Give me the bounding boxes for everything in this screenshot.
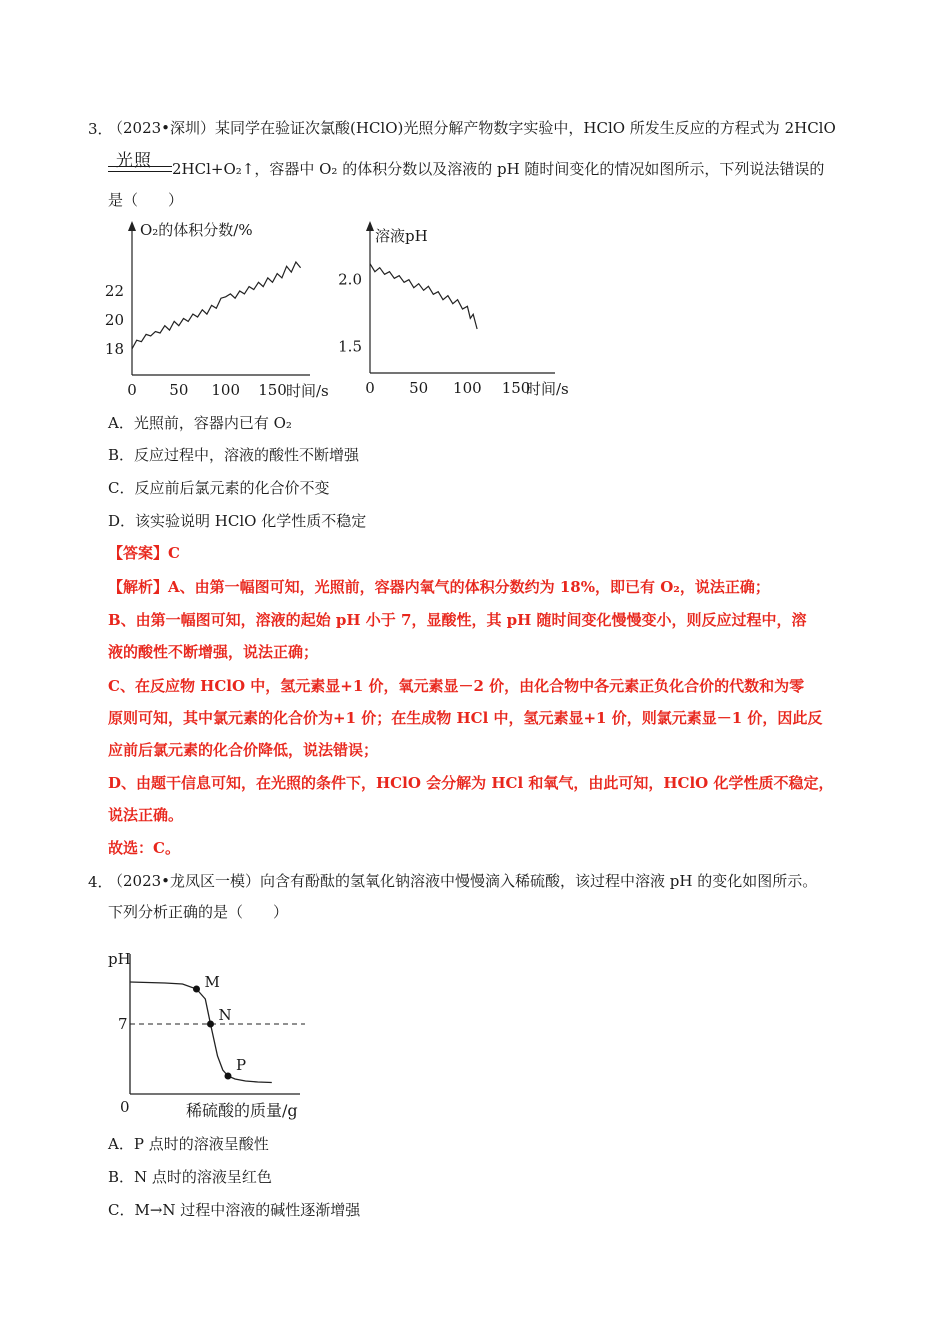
ph-series-line xyxy=(370,264,477,329)
point-label-p: P xyxy=(236,1056,247,1074)
o2-fraction-chart xyxy=(100,218,329,408)
titration-xlabel: 稀硫酸的质量/g xyxy=(186,1101,298,1120)
x-tick-label: 0 xyxy=(127,381,137,399)
o2-series-line xyxy=(132,262,301,349)
q3-analysis-line4: C、在反应物 HClO 中，氢元素显+1 价，氧元素显－2 价，由化合物中各元素正负化合价的代数和为零 xyxy=(108,677,805,695)
titration-ylabel: pH xyxy=(108,950,131,968)
q3-number: 3． xyxy=(88,120,113,138)
x-tick-label: 50 xyxy=(409,379,429,397)
x-tick-label: 50 xyxy=(169,381,189,399)
ph-xlabel: 时间/s xyxy=(526,380,569,398)
o2-ylabel: O₂的体积分数/% xyxy=(140,221,253,239)
q3-stem-line3: 是（ ） xyxy=(108,191,184,209)
q4-option-a: A．P 点时的溶液呈酸性 xyxy=(108,1135,269,1153)
q3-analysis-line7: D、由题干信息可知，在光照的条件下，HClO 会分解为 HCl 和氧气，由此可知，HClO 化学性质不稳定， xyxy=(108,774,834,792)
x-tick-label: 100 xyxy=(211,381,241,399)
q3-analysis-line1: 【解析】A、由第一幅图可知，光照前，容器内氧气的体积分数约为 18%，即已有 O₂，说法正确； xyxy=(108,578,770,596)
y-tick-label: 1.5 xyxy=(338,337,362,356)
titration-origin: 0 xyxy=(120,1098,130,1116)
q3-analysis-line5: 原则可知，其中氯元素的化合价为+1 价；在生成物 HCl 中，氢元素显+1 价，则氯元素显－1 价，因此反 xyxy=(108,709,823,727)
point-m xyxy=(193,986,200,993)
ph-ylabel: 溶液pH xyxy=(375,227,428,245)
q3-condition: 光照 xyxy=(116,151,152,171)
q3-analysis-line9: 故选：C。 xyxy=(108,839,180,857)
titration-curve xyxy=(130,982,272,1083)
point-label-n: N xyxy=(218,1006,232,1024)
q3-analysis-line2: B、由第一幅图可知，溶液的起始 pH 小于 7，显酸性，其 pH 随时间变化慢慢变小，则反应过程中，溶 xyxy=(108,611,807,629)
q3-option-b: B．反应过程中，溶液的酸性不断增强 xyxy=(108,446,360,464)
q3-analysis-line6: 应前后氯元素的化合价降低，说法错误； xyxy=(108,741,379,759)
q3-option-d: D．该实验说明 HClO 化学性质不稳定 xyxy=(108,512,367,530)
x-tick-label: 100 xyxy=(453,379,482,397)
y-axis-arrow xyxy=(128,221,136,231)
x-tick-label: 0 xyxy=(365,379,375,397)
q3-option-a: A．光照前，容器内已有 O₂ xyxy=(108,414,292,432)
titration-ytick-7: 7 xyxy=(118,1015,128,1033)
q4-option-c: C．M→N 过程中溶液的碱性逐渐增强 xyxy=(108,1201,361,1219)
ph-time-chart xyxy=(330,218,570,408)
q3-answer: 【答案】C xyxy=(108,544,180,562)
q4-stem-line1: （2023•龙凤区一模）向含有酚酞的氢氧化钠溶液中慢慢滴入稀硫酸，该过程中溶液 pH 的变化如图所示。 xyxy=(108,872,818,890)
y-tick-label: 18 xyxy=(104,339,124,358)
o2-xlabel: 时间/s xyxy=(286,382,329,400)
x-tick-label: 150 xyxy=(501,379,531,397)
point-n xyxy=(207,1021,214,1028)
q4-stem-line2: 下列分析正确的是（ ） xyxy=(108,903,289,921)
q3-analysis-line8: 说法正确。 xyxy=(108,806,184,824)
q3-equals-sign xyxy=(108,166,172,172)
y-tick-label: 2.0 xyxy=(338,270,362,289)
q4-option-b: B．N 点时的溶液呈红色 xyxy=(108,1168,272,1186)
y-axis-arrow xyxy=(366,221,374,231)
point-label-m: M xyxy=(204,973,220,991)
titration-ph-chart xyxy=(100,930,320,1120)
q3-option-c: C．反应前后氯元素的化合价不变 xyxy=(108,479,330,497)
y-tick-label: 20 xyxy=(104,310,124,329)
q3-stem-line1: （2023•深圳）某同学在验证次氯酸(HClO)光照分解产物数字实验中，HClO 所发生反应的方程式为 2HClO xyxy=(108,119,836,137)
q4-number: 4． xyxy=(88,873,113,891)
x-tick-label: 150 xyxy=(258,381,287,399)
point-p xyxy=(225,1073,232,1080)
q3-analysis-line3: 液的酸性不断增强，说法正确； xyxy=(108,643,319,661)
q3-stem-line2: 2HCl+O₂↑，容器中 O₂ 的体积分数以及溶液的 pH 随时间变化的情况如图所示，下列说法错误的 xyxy=(172,160,825,178)
y-tick-label: 22 xyxy=(104,281,124,300)
